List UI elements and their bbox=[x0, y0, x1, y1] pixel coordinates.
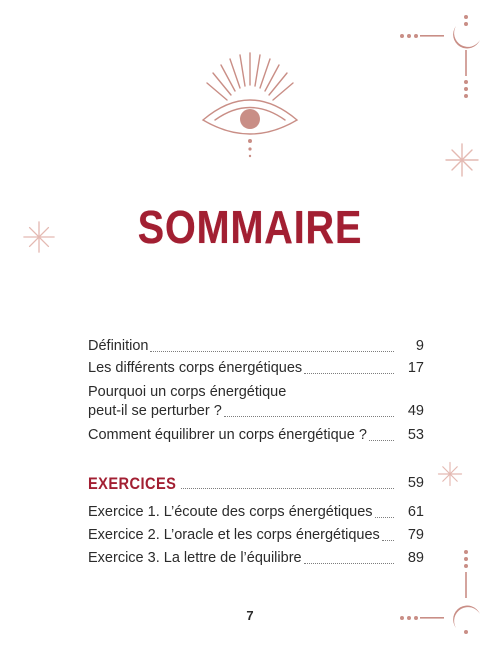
toc-section[interactable] bbox=[88, 474, 424, 493]
sparkle-icon bbox=[444, 142, 480, 178]
toc-entry[interactable] bbox=[88, 402, 424, 421]
toc-entry-page: 89 bbox=[407, 550, 424, 566]
toc-section-label: EXERCICES bbox=[88, 474, 177, 493]
leader-dots bbox=[150, 350, 394, 352]
toc-entry-page: 61 bbox=[407, 504, 424, 520]
toc-entry-label: Exercice 3. La lettre de l’équilibre bbox=[88, 550, 302, 566]
toc-entry-page: 49 bbox=[407, 403, 424, 419]
toc-entry[interactable] bbox=[88, 503, 424, 522]
toc-entry[interactable] bbox=[88, 426, 424, 445]
toc-entry[interactable] bbox=[88, 549, 424, 568]
leader-dots bbox=[382, 539, 394, 541]
toc-entry-label: peut-il se perturber ? bbox=[88, 403, 222, 419]
toc-entry-page: 17 bbox=[407, 360, 424, 376]
toc-entry-label: Définition bbox=[88, 338, 149, 354]
toc-entry-label: Les différents corps énergétiques bbox=[88, 360, 303, 376]
toc-entry[interactable] bbox=[88, 359, 424, 378]
leader-dots bbox=[375, 516, 394, 518]
sparkle-icon bbox=[437, 461, 463, 487]
page-title: SOMMAIRE bbox=[137, 201, 363, 253]
page-number: 7 bbox=[246, 608, 254, 623]
eye-icon bbox=[195, 45, 305, 165]
toc-entry-label: Exercice 1. L’écoute des corps énergétiques bbox=[88, 504, 373, 520]
leader-dots bbox=[224, 415, 394, 417]
toc-section-page: 59 bbox=[407, 475, 424, 491]
toc-entry-page: 79 bbox=[407, 527, 424, 543]
toc-entry-page: 9 bbox=[415, 338, 424, 354]
leader-dots bbox=[304, 562, 394, 564]
leader-dots bbox=[304, 372, 394, 374]
leader-dots bbox=[181, 487, 394, 489]
moon-icon bbox=[398, 14, 488, 104]
toc-entry-label: Exercice 2. L’oracle et les corps énergétiques bbox=[88, 527, 380, 543]
toc-entry-page: 53 bbox=[407, 427, 424, 443]
toc-entry[interactable] bbox=[88, 337, 424, 356]
leader-dots bbox=[369, 439, 394, 441]
toc-entry-label: Comment équilibrer un corps énergétique ? bbox=[88, 427, 367, 443]
toc-entry-label-line1: Pourquoi un corps énergétique bbox=[88, 384, 287, 400]
toc-entry[interactable] bbox=[88, 526, 424, 545]
